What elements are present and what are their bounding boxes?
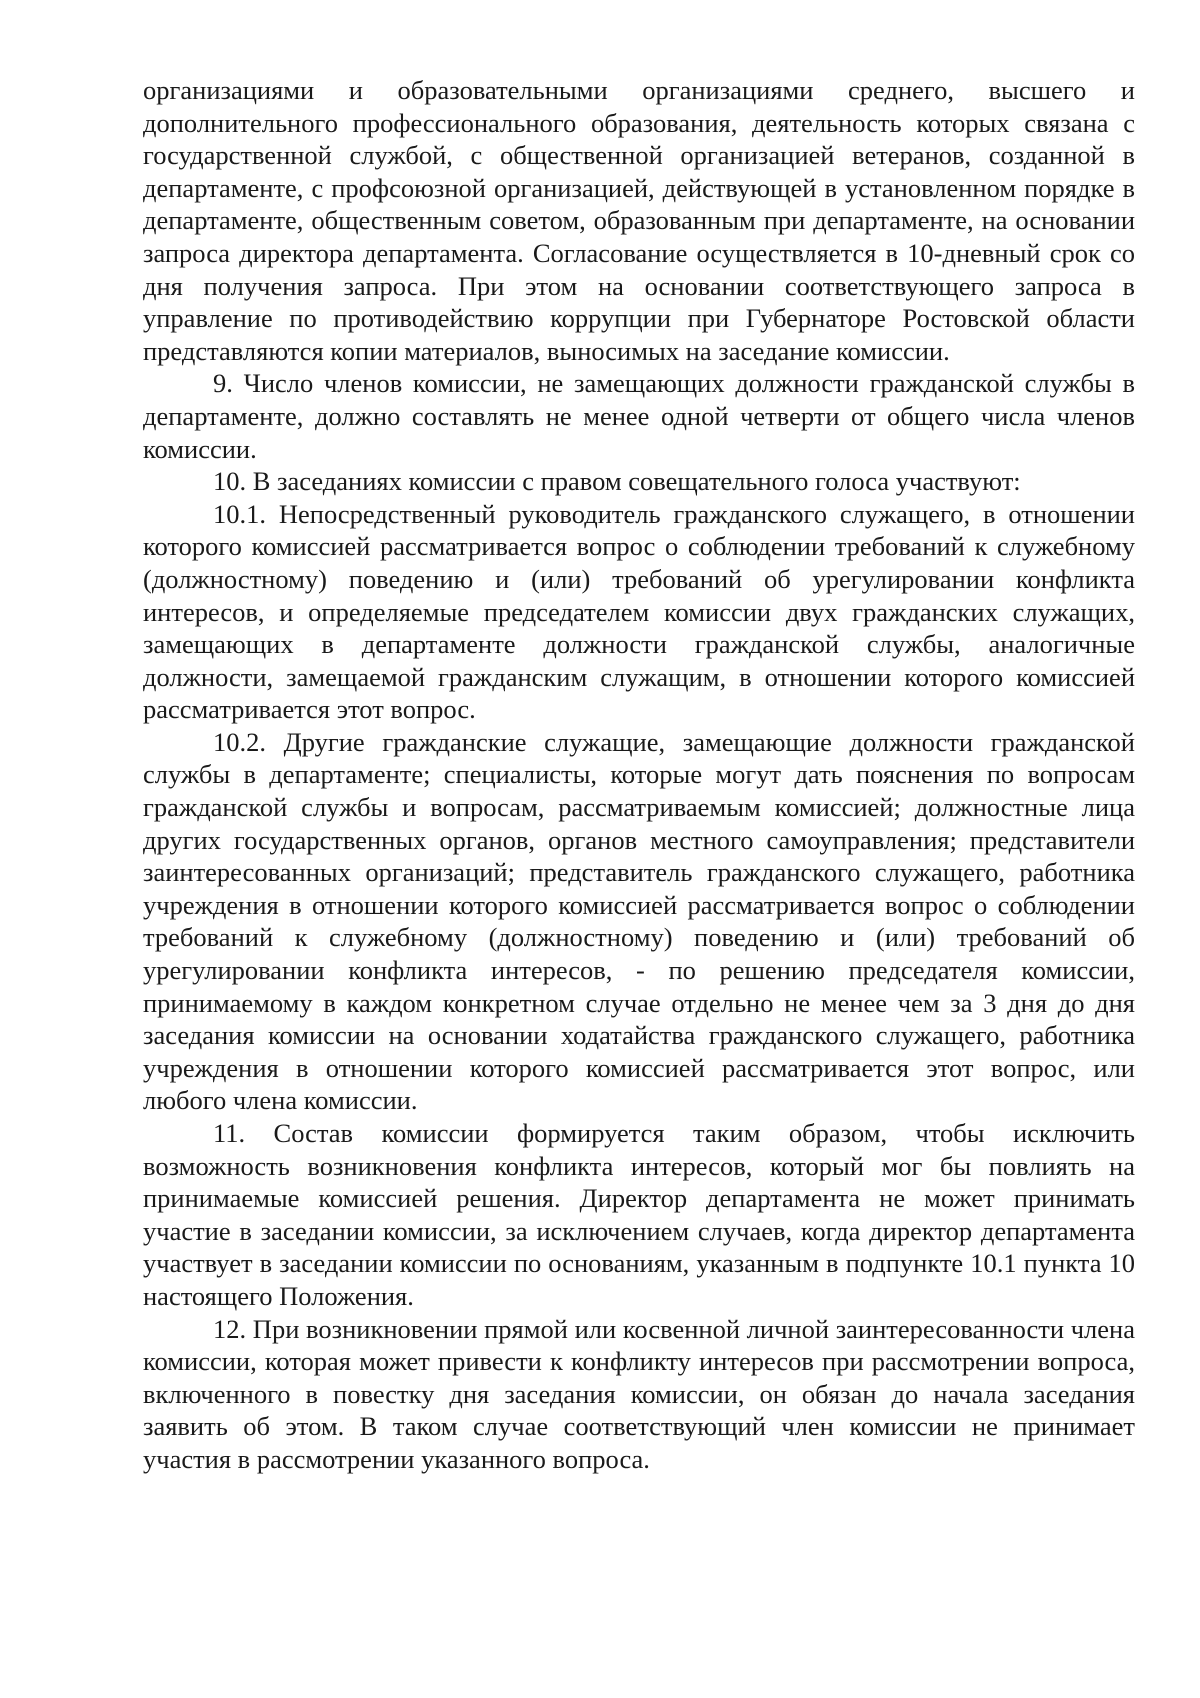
paragraph-item-9: 9. Число членов комиссии, не замещающих должности гражданской службы в департаменте, должно составлять не менее одной четверти от общего числа членов комиссии. (143, 368, 1135, 464)
paragraph-continuation: организациями и образовательными организациями среднего, высшего и дополнительного профессионального образования, деятельность которых связана с государственной службой, с общественной организацией ветеранов, созданной в департаменте, с профсоюзной организацией, действующей в установленном порядке в департаменте, общественным советом, образованным при департаменте, на основании запроса директора департамента. Согласование осуществляется в 10-дневный срок со дня получения запроса. При этом на основании соответствующего запроса в управление по противодействию коррупции при Губернаторе Ростовской области представляются копии материалов, выносимых на заседание комиссии. (143, 75, 1135, 366)
paragraph-item-10-2: 10.2. Другие гражданские служащие, замещающие должности гражданской службы в департаменте; специалисты, которые могут дать пояснения по вопросам гражданской службы и вопросам, рассматриваемым комиссией; должностные лица других государственных органов, органов местного самоуправления; представители заинтересованных организаций; представитель гражданского служащего, работника учреждения в отношении которого комиссией рассматривается вопрос о соблюдении требований к служебному (должностному) поведению и (или) требований об урегулировании конфликта интересов, - по решению председателя комиссии, принимаемому в каждом конкретном случае отдельно не менее чем за 3 дня до дня заседания комиссии на основании ходатайства гражданского служащего, работника учреждения в отношении которого комиссией рассматривается этот вопрос, или любого члена комиссии. (143, 726, 1135, 1116)
paragraph-item-12: 12. При возникновении прямой или косвенной личной заинтересованности члена комиссии, которая может привести к конфликту интересов при рассмотрении вопроса, включенного в повестку дня заседания комиссии, он обязан до начала заседания заявить об этом. В таком случае соответствующий член комиссии не принимает участия в рассмотрении указанного вопроса. (143, 1313, 1135, 1474)
paragraph-item-10-1: 10.1. Непосредственный руководитель гражданского служащего, в отношении которого комиссией рассматривается вопрос о соблюдении требований к служебному (должностному) поведению и (или) требований об урегулировании конфликта интересов, и определяемые председателем комиссии двух гражданских служащих, замещающих в департаменте должности гражданской службы, аналогичные должности, замещаемой гражданским служащим, в отношении которого комиссией рассматривается этот вопрос. (143, 498, 1135, 725)
paragraph-item-10: 10. В заседаниях комиссии с правом совещательного голоса участвуют: (213, 466, 1021, 497)
document-page (143, 74, 1135, 1476)
paragraph-item-11: 11. Состав комиссии формируется таким образом, чтобы исключить возможность возникновения конфликта интересов, который мог бы повлиять на принимаемые комиссией решения. Директор департамента не может принимать участие в заседании комиссии, за исключением случаев, когда директор департамента участвует в заседании комиссии по основаниям, указанным в подпункте 10.1 пункта 10 настоящего Положения. (143, 1118, 1135, 1311)
